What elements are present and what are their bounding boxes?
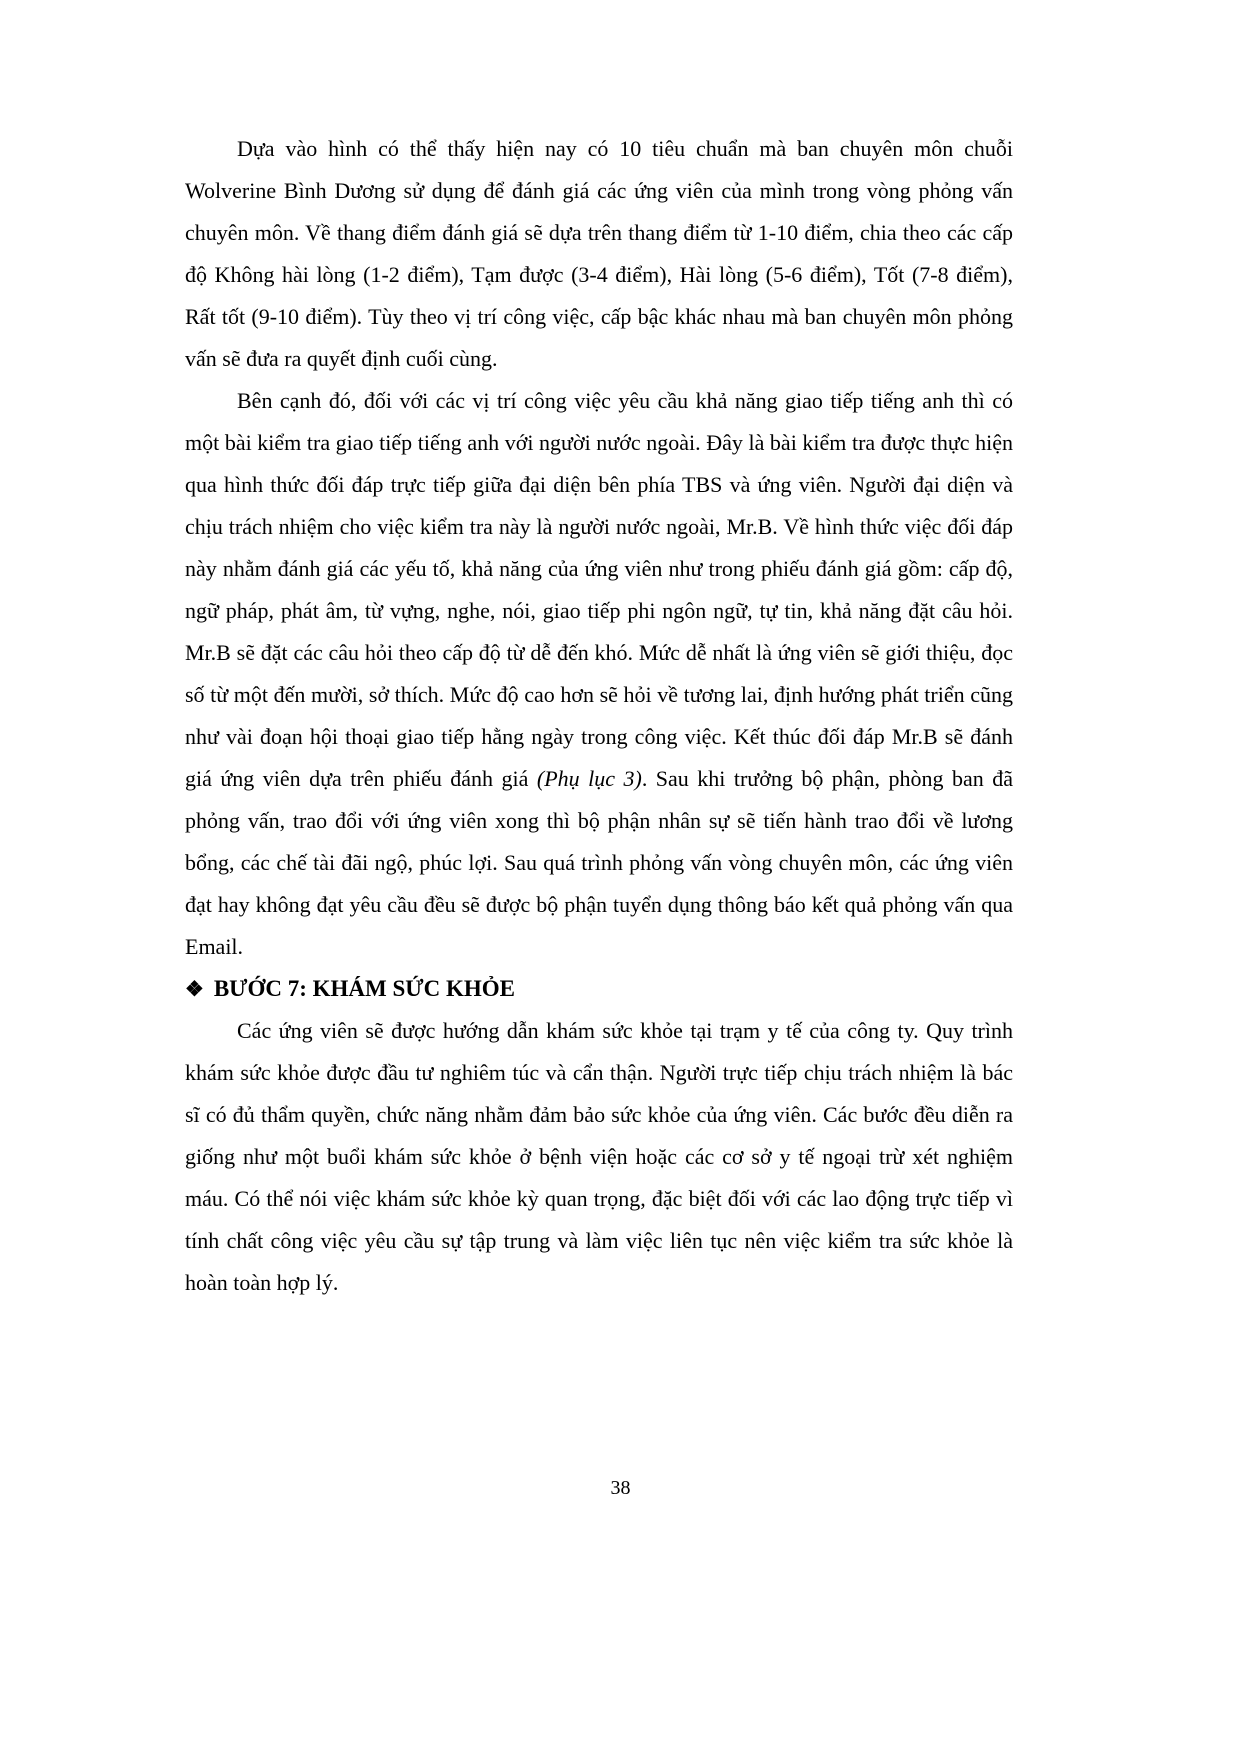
section-heading-text: BƯỚC 7: KHÁM SỨC KHỎE [213, 976, 515, 1001]
document-body [185, 128, 1013, 1304]
paragraph-text-italic: (Phụ lục 3) [536, 766, 642, 791]
paragraph-text: . Sau khi trưởng bộ phận, phòng ban đã phỏng vấn, trao đổi với ứng viên xong thì bộ phận nhân sự sẽ tiến hành trao đổi về lương bổng, các chế tài đãi ngộ, phúc lợi. Sau quá trình phỏng vấn vòng chuyên môn, các ứng viên đạt hay không đạt yêu cầu đều sẽ được bộ phận tuyển dụng thông báo kết quả phỏng vấn qua Email. [185, 766, 1014, 959]
page-number: 38 [610, 1477, 631, 1499]
section-heading [185, 968, 1013, 1010]
diamond-bullet-icon: ❖ [185, 977, 204, 1001]
paragraph-text: Dựa vào hình có thể thấy hiện nay có 10 tiêu chuẩn mà ban chuyên môn chuỗi Wolverine Bình Dương sử dụng để đánh giá các ứng viên của mình trong vòng phỏng vấn chuyên môn. Về thang điểm đánh giá sẽ dựa trên thang điểm từ 1-10 điểm, chia theo các cấp độ Không hài lòng (1-2 điểm), Tạm được (3-4 điểm), Hài lòng (5-6 điểm), Tốt (7-8 điểm), Rất tốt (9-10 điểm). Tùy theo vị trí công việc, cấp bậc khác nhau mà ban chuyên môn phỏng vấn sẽ đưa ra quyết định cuối cùng. [185, 136, 1013, 371]
paragraph [185, 1010, 1013, 1304]
paragraph-text: Các ứng viên sẽ được hướng dẫn khám sức khỏe tại trạm y tế của công ty. Quy trình khám sức khỏe được đầu tư nghiêm túc và cẩn thận. Người trực tiếp chịu trách nhiệm là bác sĩ có đủ thẩm quyền, chức năng nhằm đảm bảo sức khỏe của ứng viên. Các bước đều diễn ra giống như một buổi khám sức khỏe ở bệnh viện hoặc các cơ sở y tế ngoại trừ xét nghiệm máu. Có thể nói việc khám sức khỏe kỳ quan trọng, đặc biệt đối với các lao động trực tiếp vì tính chất công việc yêu cầu sự tập trung và làm việc liên tục nên việc kiểm tra sức khỏe là hoàn toàn hợp lý. [185, 1018, 1013, 1295]
paragraph [185, 380, 1013, 968]
paragraph-text: Bên cạnh đó, đối với các vị trí công việc yêu cầu khả năng giao tiếp tiếng anh thì có một bài kiểm tra giao tiếp tiếng anh với người nước ngoài. Đây là bài kiểm tra được thực hiện qua hình thức đối đáp trực tiếp giữa đại diện bên phía TBS và ứng viên. Người đại diện và chịu trách nhiệm cho việc kiểm tra này là người nước ngoài, Mr.B. Về hình thức việc đối đáp này nhằm đánh giá các yếu tố, khả năng của ứng viên như trong phiếu đánh giá gồm: cấp độ, ngữ pháp, phát âm, từ vựng, nghe, nói, giao tiếp phi ngôn ngữ, tự tin, khả năng đặt câu hỏi. Mr.B sẽ đặt các câu hỏi theo cấp độ từ dễ đến khó. Mức dễ nhất là ứng viên sẽ giới thiệu, đọc số từ một đến mười, sở thích. Mức độ cao hơn sẽ hỏi về tương lai, định hướng phát triển cũng như vài đoạn hội thoại giao tiếp hằng ngày trong công việc. Kết thúc đối đáp Mr.B sẽ đánh giá ứng viên dựa trên phiếu đánh giá [185, 388, 1013, 791]
paragraph [185, 128, 1013, 380]
